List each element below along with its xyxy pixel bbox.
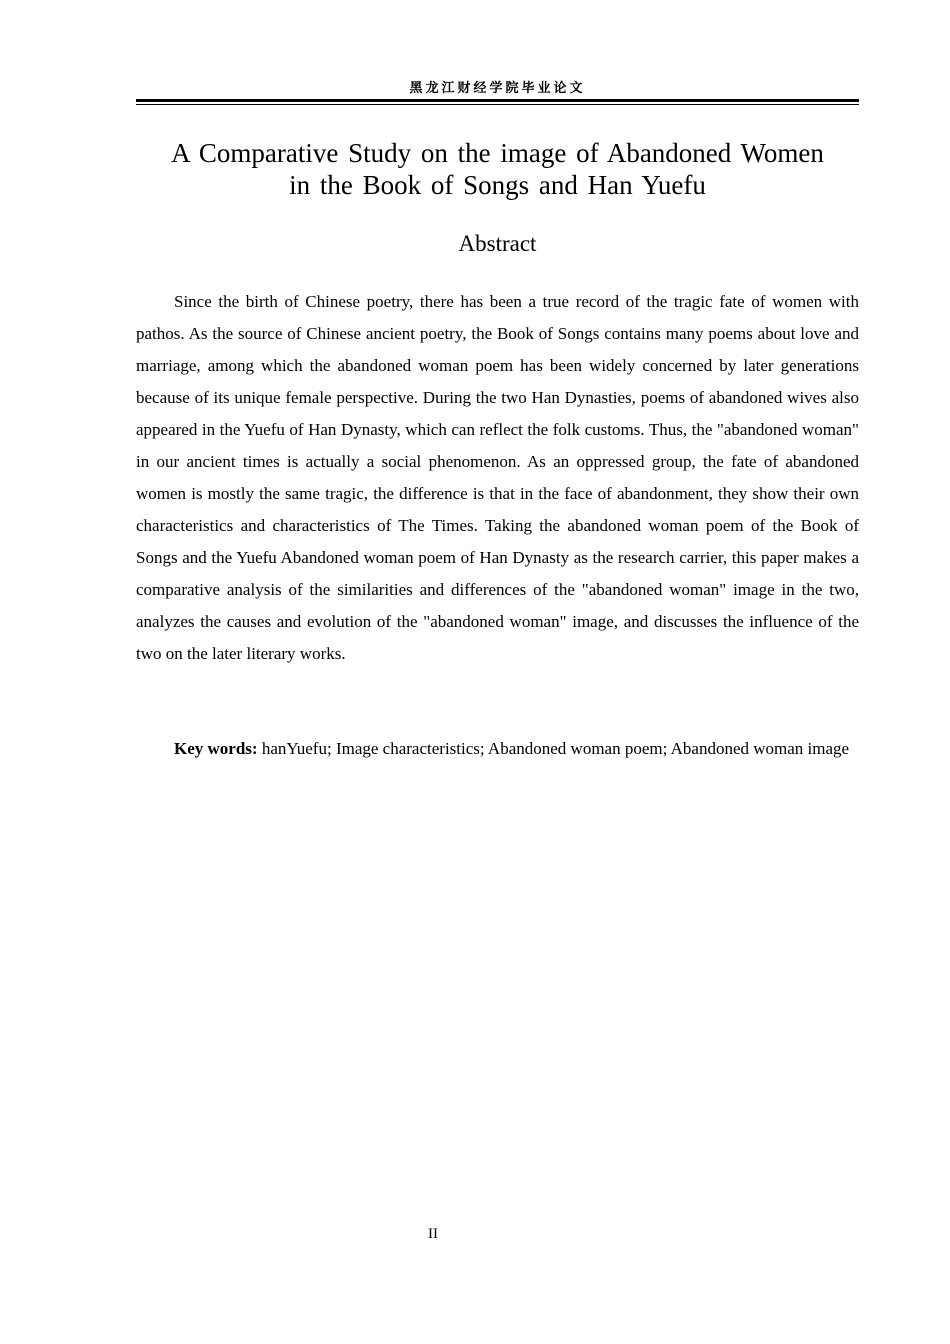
header-rule-thick	[136, 99, 859, 102]
keywords-text: hanYuefu; Image characteristics; Abandoned woman poem; Abandoned woman image	[261, 739, 850, 758]
keywords-label: Key words:	[174, 739, 258, 758]
page-number: II	[428, 1226, 438, 1242]
paper-title-line-2: in the Book of Songs and Han Yuefu	[289, 170, 706, 200]
paper-title-line-1: A Comparative Study on the image of Abandoned Women	[171, 138, 824, 168]
paper-title	[136, 137, 859, 201]
keywords	[136, 733, 859, 765]
header-rule-thin	[136, 104, 859, 105]
abstract-heading: Abstract	[458, 231, 537, 256]
running-header: 黑龙江财经学院毕业论文	[409, 81, 586, 96]
abstract-body: Since the birth of Chinese poetry, there has been a true record of the tragic fate of women with pathos. As the source of Chinese ancient poetry, the Book of Songs contains many poems about love and marriage, among which the abandoned woman poem has been widely concerned by later generations because of its unique female perspective. During the two Han Dynasties, poems of abandoned wives also appeared in the Yuefu of Han Dynasty, which can reflect the folk customs. Thus, the "abandoned woman" in our ancient times is actually a social phenomenon. As an oppressed group, the fate of abandoned women is mostly the same tragic, the difference is that in the face of abandonment, they show their own characteristics and characteristics of The Times. Taking the abandoned woman poem of the Book of Songs and the Yuefu Abandoned woman poem of Han Dynasty as the research carrier, this paper makes a comparative analysis of the similarities and differences of the "abandoned woman" image in the two, analyzes the causes and evolution of the "abandoned woman" image, and discusses the influence of the two on the later literary works.	[136, 292, 859, 663]
